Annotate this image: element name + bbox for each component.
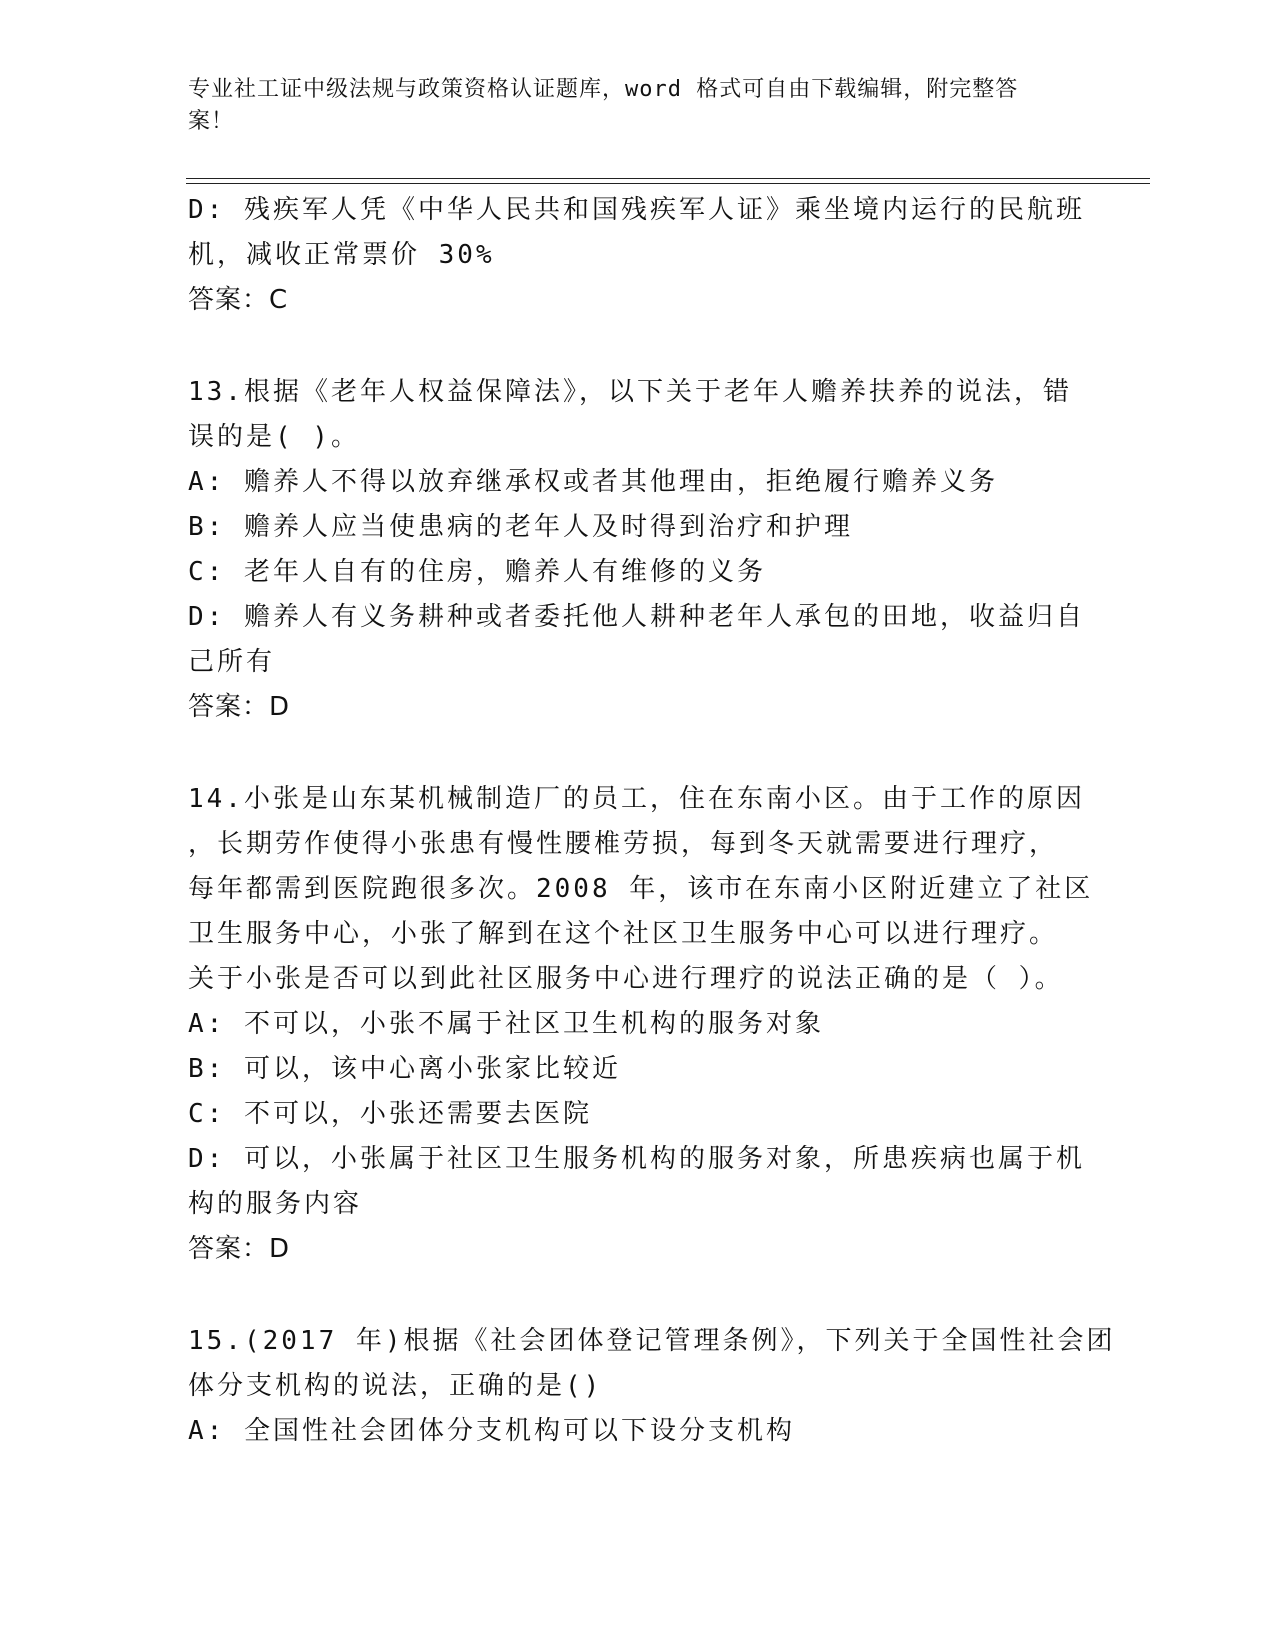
option-d-continued: 己所有 [188,647,276,677]
option-a: A: 全国性社会团体分支机构可以下设分支机构 [188,1416,795,1446]
option-c: C: 不可以，小张还需要去医院 [188,1099,592,1129]
option-c: C: 老年人自有的住房，赡养人有维修的义务 [188,557,766,587]
option-d: D: 残疾军人凭《中华人民共和国残疾军人证》乘坐境内运行的民航班 [188,195,1085,225]
option-d-continued: 机，减收正常票价 30% [188,240,495,270]
question-stem-continued: 每年都需到医院跑很多次。2008 年，该市在东南小区附近建立了社区 [188,874,1094,904]
question-stem-continued: 关于小张是否可以到此社区服务中心进行理疗的说法正确的是（ ）。 [188,964,1064,994]
question-block-15 [188,1319,1116,1454]
document-header [188,74,1068,138]
option-d-continued: 构的服务内容 [188,1189,363,1219]
option-b: B: 可以，该中心离小张家比较近 [188,1054,621,1084]
question-block-13 [188,370,1088,730]
question-stem-continued: 误的是( )。 [188,422,360,452]
header-line-2: 案！ [188,109,235,134]
question-stem: 14.小张是山东某机械制造厂的员工，住在东南小区。由于工作的原因 [188,784,1085,814]
option-d: D: 可以，小张属于社区卫生服务机构的服务对象，所患疾病也属于机 [188,1144,1085,1174]
spacer [188,323,1088,370]
question-stem-continued: 体分支机构的说法，正确的是() [188,1371,603,1401]
option-b: B: 赡养人应当使患病的老年人及时得到治疗和护理 [188,512,853,542]
spacer [188,1272,1088,1319]
option-d: D: 赡养人有义务耕种或者委托他人耕种老年人承包的田地，收益归自 [188,602,1085,632]
header-rule-top [186,178,1150,179]
question-stem-continued: ，长期劳作使得小张患有慢性腰椎劳损，每到冬天就需要进行理疗， [188,829,1059,859]
question-stem: 15.(2017 年)根据《社会团体登记管理条例》，下列关于全国性社会团 [188,1326,1116,1356]
option-a: A: 赡养人不得以放弃继承权或者其他理由，拒绝履行赡养义务 [188,467,998,497]
option-a: A: 不可以，小张不属于社区卫生机构的服务对象 [188,1009,824,1039]
answer-label: 答案：D [188,1234,291,1264]
question-stem-continued: 卫生服务中心，小张了解到在这个社区卫生服务中心可以进行理疗。 [188,919,1059,949]
header-rule-bottom [186,183,1150,184]
question-stem: 13.根据《老年人权益保障法》，以下关于老年人赡养扶养的说法，错 [188,377,1072,407]
answer-label: 答案：C [188,285,289,315]
header-line-1: 专业社工证中级法规与政策资格认证题库，word 格式可自由下载编辑，附完整答 [188,77,1019,102]
answer-label: 答案：D [188,692,291,722]
question-block-12 [188,188,1088,323]
question-block-14 [188,777,1094,1272]
spacer [188,730,1088,777]
question-list [188,188,1116,1454]
